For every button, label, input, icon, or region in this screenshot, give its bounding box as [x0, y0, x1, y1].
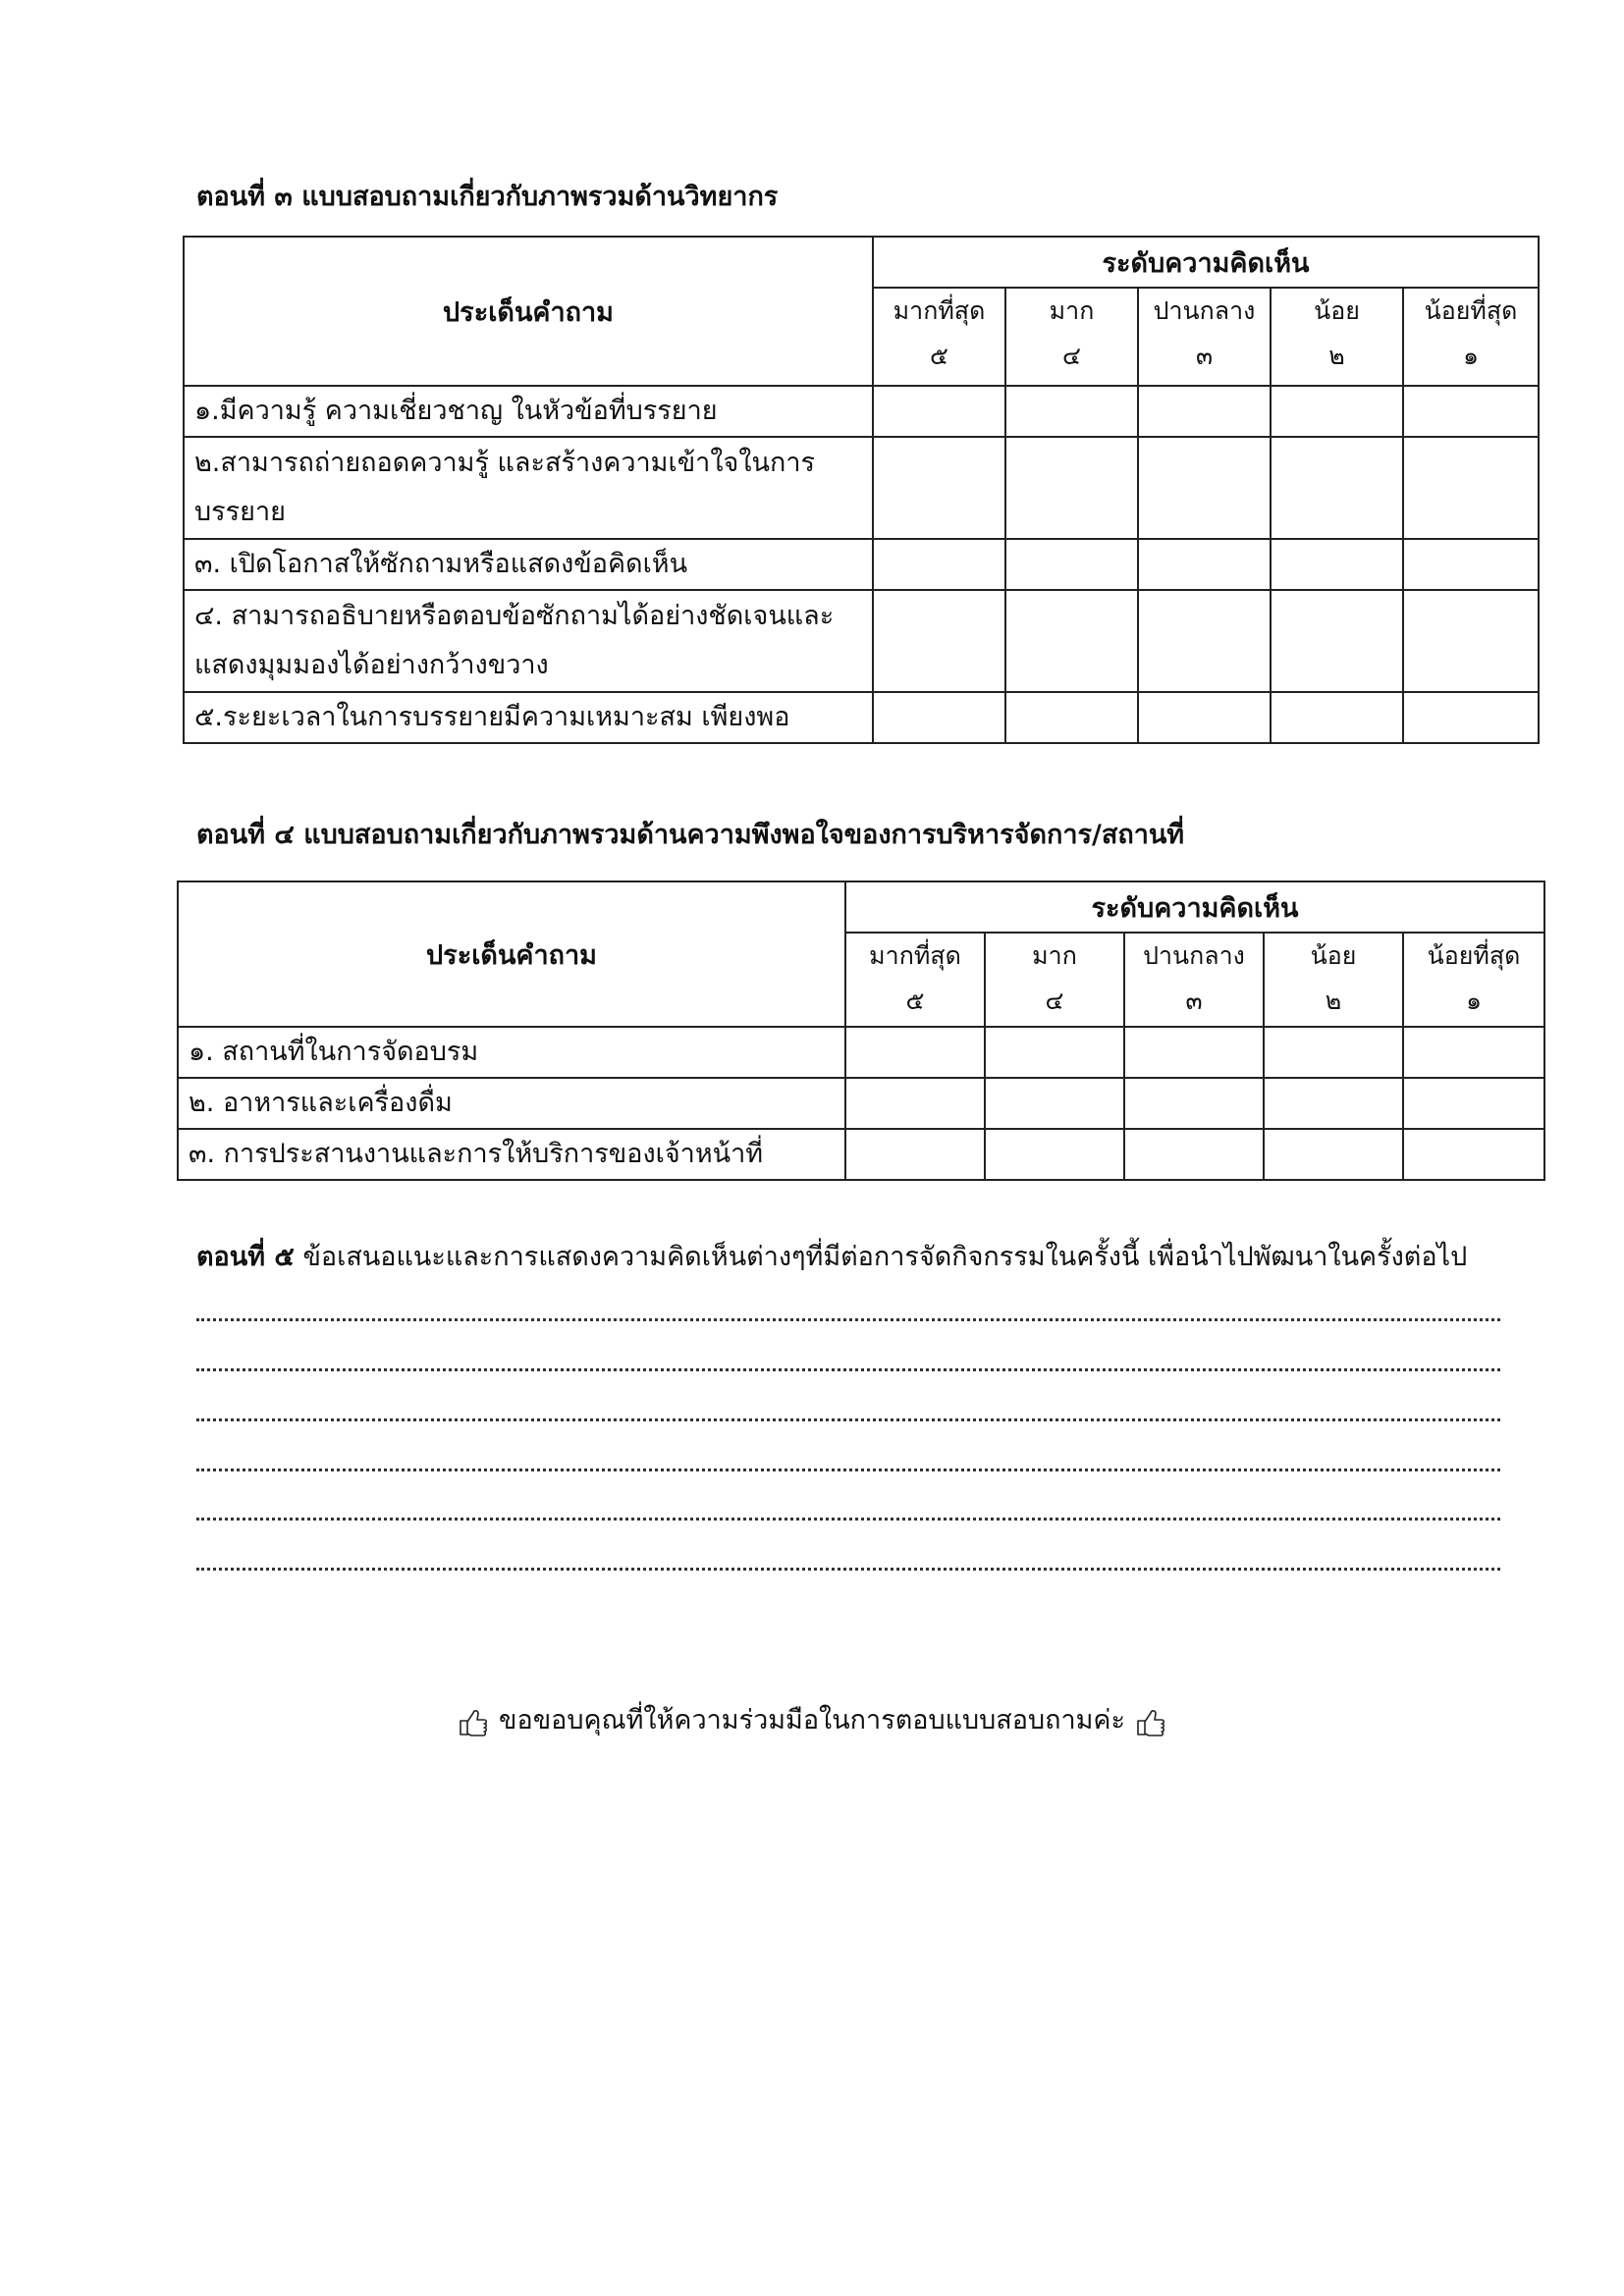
question-column-header: ประเด็นคำถาม: [184, 237, 873, 386]
answer-cell-5[interactable]: [845, 1129, 985, 1180]
part4-table: [177, 881, 1545, 1181]
level-number: ๑: [1463, 342, 1479, 370]
level-header-5: [873, 288, 1005, 386]
answer-cell-1[interactable]: [1403, 386, 1539, 437]
level-name: น้อยที่สุด: [1424, 296, 1518, 325]
level-header-2: [1264, 933, 1403, 1027]
answer-cell-2[interactable]: [1264, 1129, 1403, 1180]
level-name: มากที่สุด: [893, 296, 986, 325]
thanks-message: [0, 1698, 1624, 1740]
answer-cell-2[interactable]: [1271, 692, 1403, 743]
table-row: [184, 539, 1539, 590]
answer-cell-4[interactable]: [1005, 692, 1138, 743]
answer-cell-3[interactable]: [1124, 1129, 1264, 1180]
answer-cell-1[interactable]: [1403, 590, 1539, 692]
level-number: ๓: [1195, 342, 1214, 370]
part4-label: ตอนที่ ๔: [196, 820, 295, 850]
level-header-1: [1403, 288, 1539, 386]
answer-cell-4[interactable]: [1005, 386, 1138, 437]
level-number: ๑: [1466, 987, 1482, 1015]
answer-cell-1[interactable]: [1403, 539, 1539, 590]
part3-table: [183, 236, 1540, 744]
answer-line[interactable]: [196, 1368, 1500, 1371]
answer-cell-3[interactable]: [1138, 590, 1271, 692]
answer-cell-2[interactable]: [1264, 1078, 1403, 1129]
answer-cell-4[interactable]: [1005, 539, 1138, 590]
answer-cell-3[interactable]: [1138, 386, 1271, 437]
answer-cell-1[interactable]: [1403, 1078, 1544, 1129]
level-header-2: [1271, 288, 1403, 386]
level-name: มากที่สุด: [869, 941, 961, 970]
level-name: น้อย: [1314, 296, 1360, 325]
level-header-4: [985, 933, 1124, 1027]
part5-label: ตอนที่ ๕: [196, 1242, 295, 1272]
answer-cell-5[interactable]: [845, 1078, 985, 1129]
answer-cell-5[interactable]: [873, 386, 1005, 437]
answer-cell-5[interactable]: [845, 1027, 985, 1078]
table-row: [184, 386, 1539, 437]
question-cell: ๒.สามารถถ่ายถอดความรู้ และสร้างความเข้าใจในการบรรยาย: [184, 437, 873, 539]
level-name: น้อยที่สุด: [1427, 941, 1521, 970]
question-cell: ๔. สามารถอธิบายหรือตอบข้อซักถามได้อย่างชัดเจนและแสดงมุมมองได้อย่างกว้างขวาง: [184, 590, 873, 692]
level-number: ๒: [1325, 987, 1342, 1015]
question-cell: ๑.มีความรู้ ความเชี่ยวชาญ ในหัวข้อที่บรรยาย: [184, 386, 873, 437]
answer-line[interactable]: [196, 1418, 1500, 1421]
answer-cell-5[interactable]: [873, 539, 1005, 590]
thumbs-up-icon: [457, 1705, 490, 1738]
question-cell: ๑. สถานที่ในการจัดอบรม: [178, 1027, 845, 1078]
answer-cell-2[interactable]: [1271, 590, 1403, 692]
thanks-text: ขอขอบคุณที่ให้ความร่วมมือในการตอบแบบสอบถามค่ะ: [499, 1705, 1125, 1735]
level-header-5: [845, 933, 985, 1027]
part4-title-text: แบบสอบถามเกี่ยวกับภาพรวมด้านความพึงพอใจของการบริหารจัดการ/สถานที่: [303, 820, 1185, 850]
answer-line[interactable]: [196, 1318, 1500, 1321]
level-header-1: [1403, 933, 1544, 1027]
part3-label: ตอนที่ ๓: [196, 182, 293, 212]
table-row: [184, 437, 1539, 539]
answer-cell-4[interactable]: [1005, 590, 1138, 692]
part5-text: ข้อเสนอแนะและการแสดงความคิดเห็นต่างๆที่มีต่อการจัดกิจกรรมในครั้งนี้ เพื่อนำไปพัฒนาในครั้งต่อไป: [302, 1242, 1468, 1272]
level-header-3: [1124, 933, 1264, 1027]
answer-line[interactable]: [196, 1568, 1500, 1571]
level-header-3: [1138, 288, 1271, 386]
level-name: ปานกลาง: [1143, 941, 1245, 970]
answer-cell-3[interactable]: [1138, 692, 1271, 743]
thumbs-up-icon: [1134, 1705, 1167, 1738]
answer-cell-3[interactable]: [1124, 1078, 1264, 1129]
question-cell: ๓. การประสานงานและการให้บริการของเจ้าหน้าที่: [178, 1129, 845, 1180]
question-column-header: ประเด็นคำถาม: [178, 881, 845, 1027]
part5-prompt: [196, 1235, 1467, 1277]
question-cell: ๒. อาหารและเครื่องดื่ม: [178, 1078, 845, 1129]
level-number: ๔: [1045, 987, 1064, 1015]
part3-title: [196, 175, 778, 217]
answer-cell-1[interactable]: [1403, 1129, 1544, 1180]
answer-cell-4[interactable]: [1005, 437, 1138, 539]
answer-cell-1[interactable]: [1403, 437, 1539, 539]
answer-cell-4[interactable]: [985, 1078, 1124, 1129]
answer-line[interactable]: [196, 1468, 1500, 1471]
table-row: [178, 1078, 1544, 1129]
level-number: ๕: [930, 342, 948, 370]
level-header-4: [1005, 288, 1138, 386]
answer-cell-2[interactable]: [1271, 386, 1403, 437]
answer-cell-1[interactable]: [1403, 1027, 1544, 1078]
answer-cell-1[interactable]: [1403, 692, 1539, 743]
question-cell: ๕.ระยะเวลาในการบรรยายมีความเหมาะสม เพียงพอ: [184, 692, 873, 743]
level-name: มาก: [1049, 296, 1095, 325]
answer-cell-3[interactable]: [1138, 437, 1271, 539]
level-name: น้อย: [1310, 941, 1357, 970]
level-number: ๔: [1062, 342, 1081, 370]
level-number: ๓: [1185, 987, 1203, 1015]
answer-cell-3[interactable]: [1124, 1027, 1264, 1078]
table-row: [184, 692, 1539, 743]
opinion-level-header: ระดับความคิดเห็น: [845, 881, 1544, 933]
answer-cell-3[interactable]: [1138, 539, 1271, 590]
answer-cell-2[interactable]: [1271, 437, 1403, 539]
level-name: ปานกลาง: [1153, 296, 1256, 325]
part3-title-text: แบบสอบถามเกี่ยวกับภาพรวมด้านวิทยากร: [301, 182, 779, 212]
answer-cell-5[interactable]: [873, 437, 1005, 539]
level-name: มาก: [1032, 941, 1077, 970]
answer-cell-2[interactable]: [1264, 1027, 1403, 1078]
answer-cell-4[interactable]: [985, 1027, 1124, 1078]
answer-cell-2[interactable]: [1271, 539, 1403, 590]
answer-cell-5[interactable]: [873, 590, 1005, 692]
part4-title: [196, 813, 1184, 855]
answer-line[interactable]: [196, 1518, 1500, 1521]
table-row: [178, 1129, 1544, 1180]
level-number: ๕: [905, 987, 925, 1015]
answer-cell-4[interactable]: [985, 1129, 1124, 1180]
question-cell: ๓. เปิดโอกาสให้ซักถามหรือแสดงข้อคิดเห็น: [184, 539, 873, 590]
answer-cell-5[interactable]: [873, 692, 1005, 743]
table-row: [184, 590, 1539, 692]
opinion-level-header: ระดับความคิดเห็น: [873, 237, 1539, 288]
level-number: ๒: [1328, 342, 1345, 370]
table-row: [178, 1027, 1544, 1078]
